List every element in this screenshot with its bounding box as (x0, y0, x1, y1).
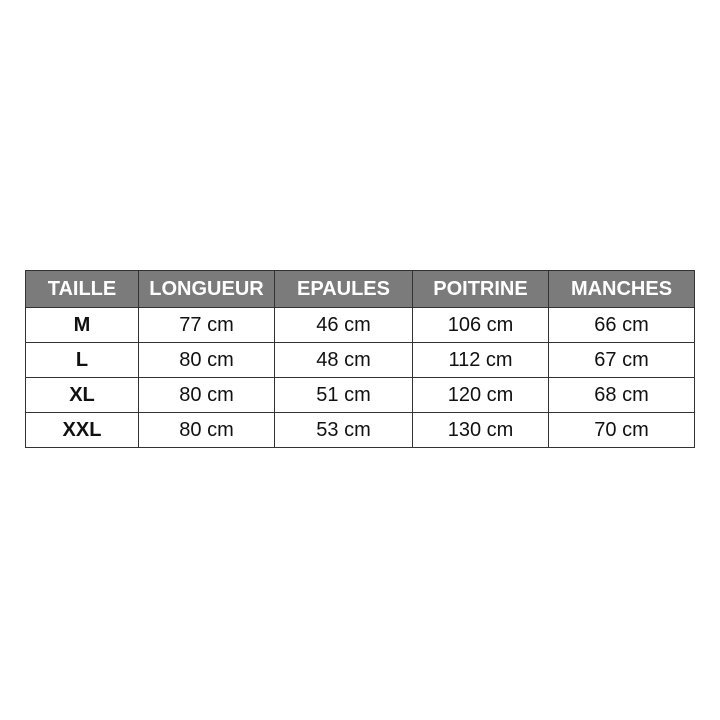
manches-cell: 67 cm (549, 343, 695, 378)
size-cell: M (26, 308, 139, 343)
longueur-cell: 77 cm (139, 308, 275, 343)
size-cell: XL (26, 378, 139, 413)
epaules-cell: 53 cm (275, 413, 413, 448)
epaules-cell: 51 cm (275, 378, 413, 413)
poitrine-cell: 112 cm (413, 343, 549, 378)
manches-cell: 70 cm (549, 413, 695, 448)
header-poitrine: POITRINE (413, 271, 549, 308)
header-manches: MANCHES (549, 271, 695, 308)
table-row (26, 378, 695, 413)
poitrine-cell: 120 cm (413, 378, 549, 413)
table-row (26, 413, 695, 448)
epaules-cell: 48 cm (275, 343, 413, 378)
poitrine-cell: 106 cm (413, 308, 549, 343)
longueur-cell: 80 cm (139, 343, 275, 378)
size-chart-table (25, 270, 695, 448)
table-header-row (26, 271, 695, 308)
longueur-cell: 80 cm (139, 378, 275, 413)
table-row (26, 308, 695, 343)
epaules-cell: 46 cm (275, 308, 413, 343)
longueur-cell: 80 cm (139, 413, 275, 448)
manches-cell: 66 cm (549, 308, 695, 343)
header-longueur: LONGUEUR (139, 271, 275, 308)
header-taille: TAILLE (26, 271, 139, 308)
header-epaules: EPAULES (275, 271, 413, 308)
size-cell: XXL (26, 413, 139, 448)
manches-cell: 68 cm (549, 378, 695, 413)
size-cell: L (26, 343, 139, 378)
table-row (26, 343, 695, 378)
poitrine-cell: 130 cm (413, 413, 549, 448)
